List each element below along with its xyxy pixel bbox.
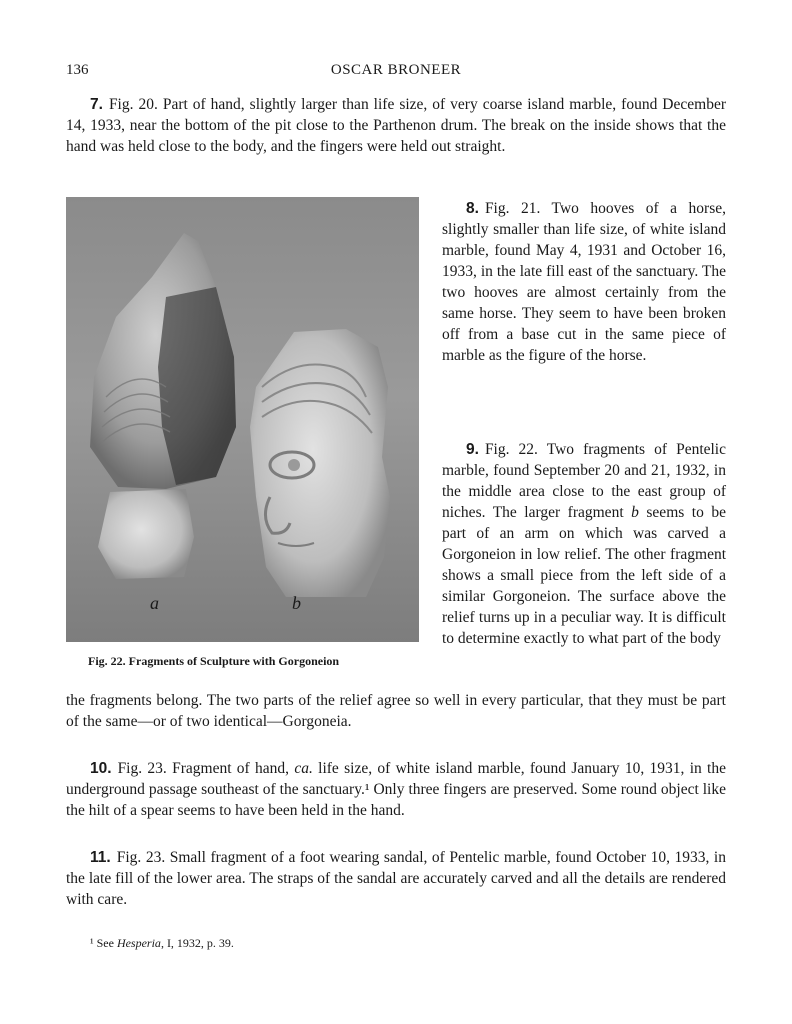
entry-number: 9. — [466, 441, 479, 458]
entry-text: the fragments belong. The two parts of the relief agree so well in every particular, that they must be part of the same—or of two identical—Gorgoneia. — [66, 692, 726, 730]
fragment-label-a: a — [150, 593, 159, 613]
circa-italic: ca. — [294, 760, 313, 777]
figure-photo — [66, 197, 419, 642]
entry-text: Fig. 23. Small fragment of a foot wearing sandal, of Pentelic marble, found October 10, 1933, in the late fill of the lower area. The straps of the sandal are accurately carved and all the details are rendered with care. — [66, 849, 726, 908]
entry-number: 8. — [466, 200, 479, 217]
entry-11 — [66, 847, 726, 910]
footnote-text: See — [93, 936, 117, 950]
footnote-marker: ¹ — [90, 936, 94, 950]
entry-text-cont: seems to be part of an arm on which was carved a Gorgoneion in low relief. The other fragment shows a small piece from the left side of a similar Gorgoneion. The surface above the relief turns up in a peculiar way. It is difficult to determine exactly to what part of the body — [442, 504, 726, 647]
entry-text: Fig. 22. Two fragments of Pentelic marble, found September 20 and 21, 1932, in the middle area close to the east group of niches. The larger fragment — [442, 441, 726, 521]
entry-text-cont: life size, of white island marble, found January 10, 1931, in the underground passage southeast of the sanctuary.¹ Only three fingers are preserved. Some round object like the hilt of a spear seems to have been held in the hand. — [66, 760, 726, 819]
footnote — [90, 936, 234, 951]
entry-8 — [442, 198, 726, 366]
page-number: 136 — [66, 62, 89, 78]
figure-caption: Fig. 22. Fragments of Sculpture with Gorgoneion — [88, 654, 340, 668]
fragment-ref-italic: b — [631, 504, 639, 521]
footnote-text-end: , I, 1932, p. 39. — [160, 936, 234, 950]
footnote-journal: Hesperia — [116, 936, 161, 950]
fragment-label-b: b — [292, 593, 301, 613]
sculpture-fragments-image — [66, 197, 419, 642]
entry-10 — [66, 758, 726, 821]
running-title: OSCAR BRONEER — [330, 62, 462, 78]
entry-9 — [442, 439, 726, 649]
entry-text: Fig. 21. Two hooves of a horse, slightly smaller than life size, of white island marble, found May 4, 1931 and October 16, 1933, in the late fill east of the sanctuary. The two hooves are almost certainly from the same horse. They seem to have been broken off from a base cut in the same piece of marble as the figure of the horse. — [442, 200, 726, 364]
entry-number: 7. — [90, 96, 103, 113]
entry-9-continued — [66, 690, 726, 732]
entry-text: Fig. 20. Part of hand, slightly larger than life size, of very coarse island marble, found December 14, 1933, near the bottom of the pit close to the Parthenon drum. The break on the inside shows that the hand was held close to the body, and the fingers were held out straight. — [66, 96, 726, 155]
entry-7 — [66, 94, 726, 157]
entry-number: 10. — [90, 760, 112, 777]
entry-text: Fig. 23. Fragment of hand, — [117, 760, 295, 777]
entry-number: 11. — [90, 849, 111, 866]
